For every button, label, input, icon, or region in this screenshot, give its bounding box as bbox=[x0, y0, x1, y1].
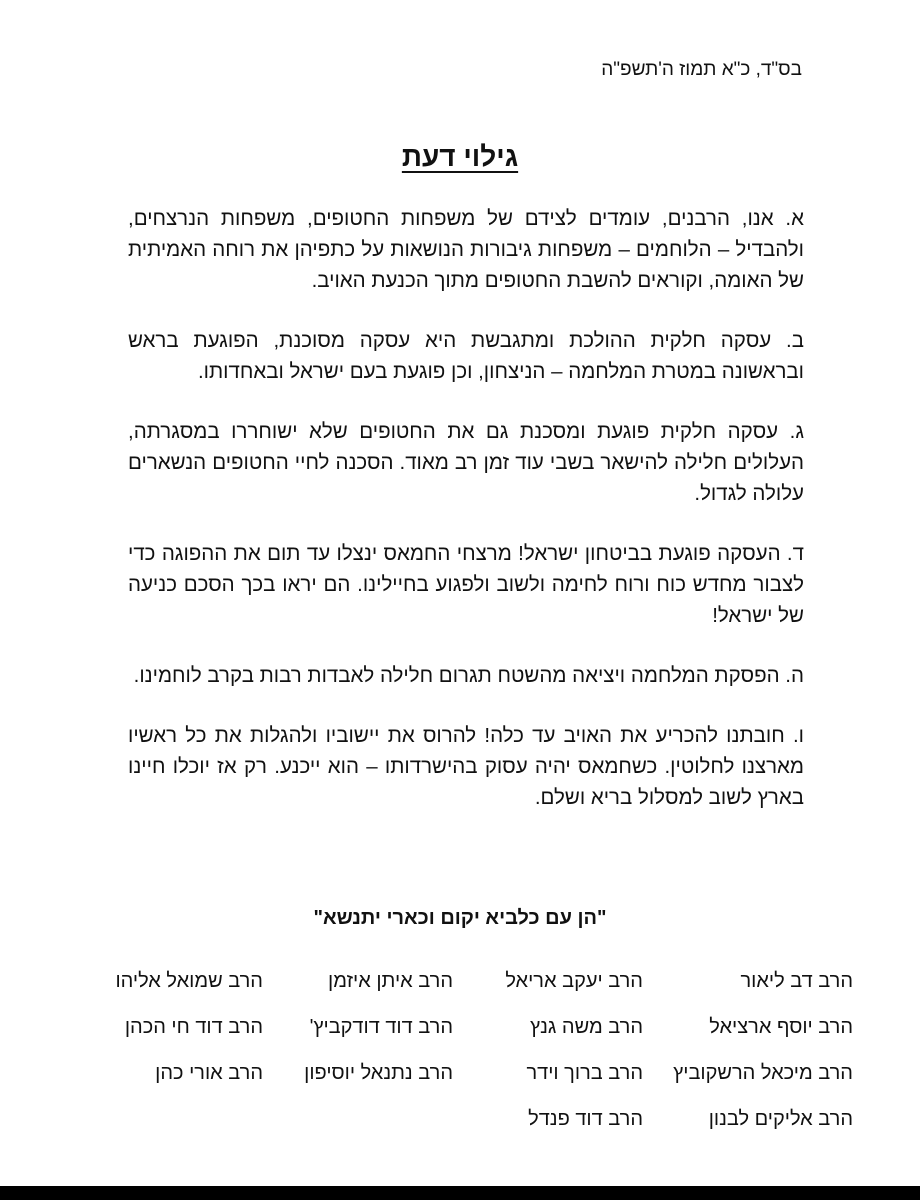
paragraph-c: ג. עסקה חלקית פוגעת ומסכנת גם את החטופים שלא ישוחררו במסגרתה, העלולים חלילה להישאר בשבי עוד זמן רב מאוד. הסכנה לחיי החטופים הנשארים עלולה לגדול. bbox=[128, 420, 804, 505]
paragraph-e: ה. הפסקת המלחמה ויציאה מהשטח תגרום חלילה לאבדות רבות בקרב לוחמינו. bbox=[133, 664, 804, 687]
signature: הרב שמואל אליהו bbox=[115, 970, 263, 992]
signature: הרב דוד חי הכהן bbox=[124, 1016, 263, 1038]
signature: הרב משה גנץ bbox=[530, 1016, 643, 1038]
paragraph-a: א. אנו, הרבנים, עומדים לצידם של משפחות החטופים, משפחות הנרצחים, ולהבדיל – הלוחמים – משפחות גיבורות הנושאות על כתפיהן את רוחה האמיתית של האומה, וקוראים להשבת החטופים מתוך הכנעת האויב. bbox=[128, 207, 804, 292]
signature: הרב אורי כהן bbox=[155, 1062, 263, 1084]
document-title-text: גילוי דעת bbox=[401, 141, 519, 172]
signature: הרב דוד פנדל bbox=[528, 1108, 643, 1130]
signature: הרב נתנאל יוסיפון bbox=[304, 1062, 453, 1084]
document-body bbox=[128, 203, 804, 842]
document-title bbox=[0, 140, 920, 174]
signature: הרב דוד דודקביץ' bbox=[309, 1016, 453, 1038]
signatures-list bbox=[23, 968, 853, 1152]
signature: הרב יוסף ארציאל bbox=[709, 1016, 853, 1038]
paragraph-d: ד. העסקה פוגעת בביטחון ישראל! מרצחי החמאס ינצלו עד תום את ההפוגה כדי לצבור מחדש כוח ורוח לחימה ולשוב ולפגוע בחיילינו. הם יראו בכך הסכם כניעה של ישראל! bbox=[128, 542, 804, 627]
signature: הרב איתן איזמן bbox=[328, 970, 453, 992]
document-date: בס"ד, כ"א תמוז ה'תשפ"ה bbox=[601, 59, 802, 80]
signature: הרב דב ליאור bbox=[740, 970, 853, 992]
signature: הרב אליקים לבנון bbox=[708, 1108, 853, 1130]
motto-quote: "הן עם כלביא יקום וכארי יתנשא" bbox=[313, 907, 607, 929]
bottom-edge-bar bbox=[0, 1186, 920, 1200]
signature: הרב יעקב אריאל bbox=[505, 970, 643, 992]
paragraph-f: ו. חובתנו להכריע את האויב עד כלה! להרוס את יישוביו ולהגלות את כל ראשיו מארצנו לחלוטין. כשחמאס יהיה עסוק בהישרדותו – הוא ייכנע. רק אז יוכלו חיינו בארץ לשוב למסלול בריא ושלם. bbox=[128, 724, 804, 809]
paragraph-b: ב. עסקה חלקית ההולכת ומתגבשת היא עסקה מסוכנת, הפוגעת בראש ובראשונה במטרת המלחמה – הניצחון, וכן פוגעת בעם ישראל ובאחדותו. bbox=[128, 329, 804, 383]
signature: הרב ברוך וידר bbox=[526, 1062, 643, 1084]
signature: הרב מיכאל הרשקוביץ bbox=[673, 1062, 853, 1084]
